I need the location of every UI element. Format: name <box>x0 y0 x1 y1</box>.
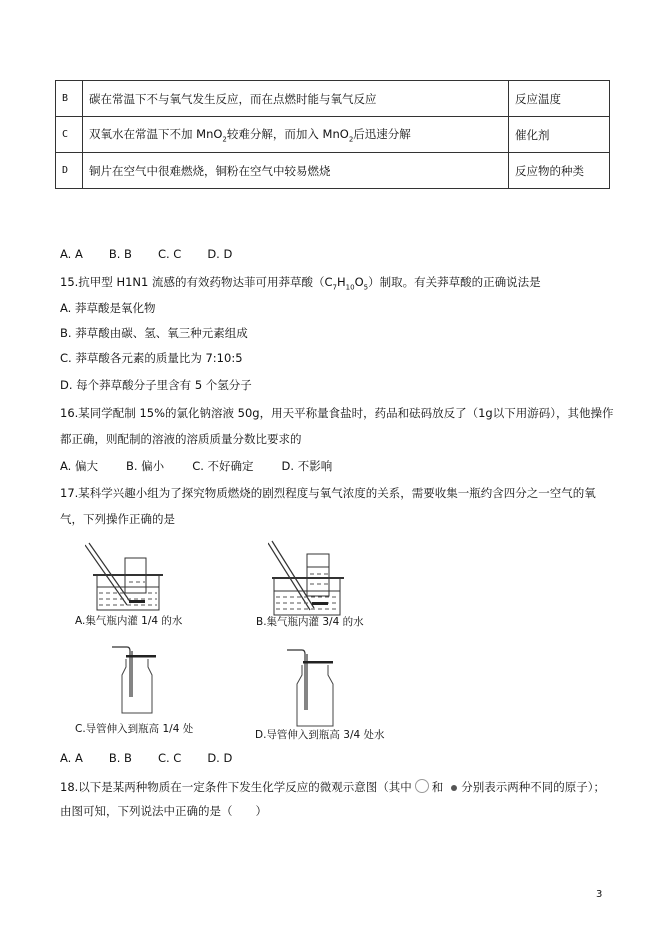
q18-stem-line2: 由图可知，下列说法中正确的是（ ） <box>60 804 267 818</box>
q15-option-b: B. 莽草酸由碳、氢、氧三种元素组成 <box>60 326 248 340</box>
q16-stem-line1: 16.某同学配制 15%的氯化钠溶液 50g，用天平称量食盐时，药品和砝码放反了（1g以下用游码），其他操作 <box>60 406 614 420</box>
figure-c-caption: C.导管伸入到瓶高 1/4 处 <box>75 723 194 735</box>
row-key: D <box>56 153 83 189</box>
q16-stem-line2: 都正确，则配制的溶液的溶质质量分数比要求的 <box>60 432 302 446</box>
figure-b-caption: B.集气瓶内灌 3/4 的水 <box>256 616 364 628</box>
q15-option-d: D. 每个莽草酸分子里含有 5 个氢分子 <box>60 378 252 392</box>
row-key: C <box>56 117 83 153</box>
row-description: 碳在常温下不与氧气发生反应，而在点燃时能与氧气反应 <box>83 81 509 117</box>
table-row <box>56 153 610 189</box>
row-description: 铜片在空气中很难燃烧，铜粉在空气中较易燃烧 <box>83 153 509 189</box>
page-number: 3 <box>596 889 603 900</box>
figure-d-gas-bottle <box>285 648 340 730</box>
row-description: 双氧水在常温下不加 MnO$_2$较难分解，而加入 MnO$_2$后迅速分解 <box>83 117 509 153</box>
filled-atom-icon <box>451 785 457 791</box>
comparison-table <box>55 80 610 189</box>
q16-options: A. 偏大 B. 偏小 C. 不好确定 D. 不影响 <box>60 459 333 473</box>
q17-options: A. A B. B C. C D. D <box>60 751 233 765</box>
table-row <box>56 81 610 117</box>
q15-option-c: C. 莽草酸各元素的质量比为 7:10:5 <box>60 351 243 365</box>
q14-options: A. A B. B C. C D. D <box>60 247 233 261</box>
table-row <box>56 117 610 153</box>
row-factor: 反应物的种类 <box>509 153 610 189</box>
q18-stem-line1: 18.以下是某两种物质在一定条件下发生化学反应的微观示意图（其中 和 分别表示两种不同的原子）； <box>60 780 606 794</box>
row-key: B <box>56 81 83 117</box>
figure-a-caption: A.集气瓶内灌 1/4 的水 <box>75 615 183 627</box>
q15-stem: 15.抗甲型 H1N1 流感的有效药物达菲可用莽草酸$(C_7H_{10}O_5)$制取。有关莽草酸的正确说法是 <box>60 275 541 292</box>
q17-stem-line1: 17.某科学兴趣小组为了探究物质燃烧的剧烈程度与氧气浓度的关系，需要收集一瓶约含四分之一空气的氧 <box>60 486 596 500</box>
figure-a-water-trough <box>85 540 175 612</box>
row-factor: 催化剂 <box>509 117 610 153</box>
hollow-atom-icon <box>415 779 429 793</box>
figure-b-water-trough <box>268 540 358 618</box>
figure-d-caption: D.导管伸入到瓶高 3/4 处水 <box>255 729 385 741</box>
q17-stem-line2: 气，下列操作正确的是 <box>60 512 175 526</box>
q15-option-a: A. 莽草酸是氧化物 <box>60 301 156 315</box>
figure-c-gas-bottle <box>110 645 160 717</box>
row-factor: 反应温度 <box>509 81 610 117</box>
